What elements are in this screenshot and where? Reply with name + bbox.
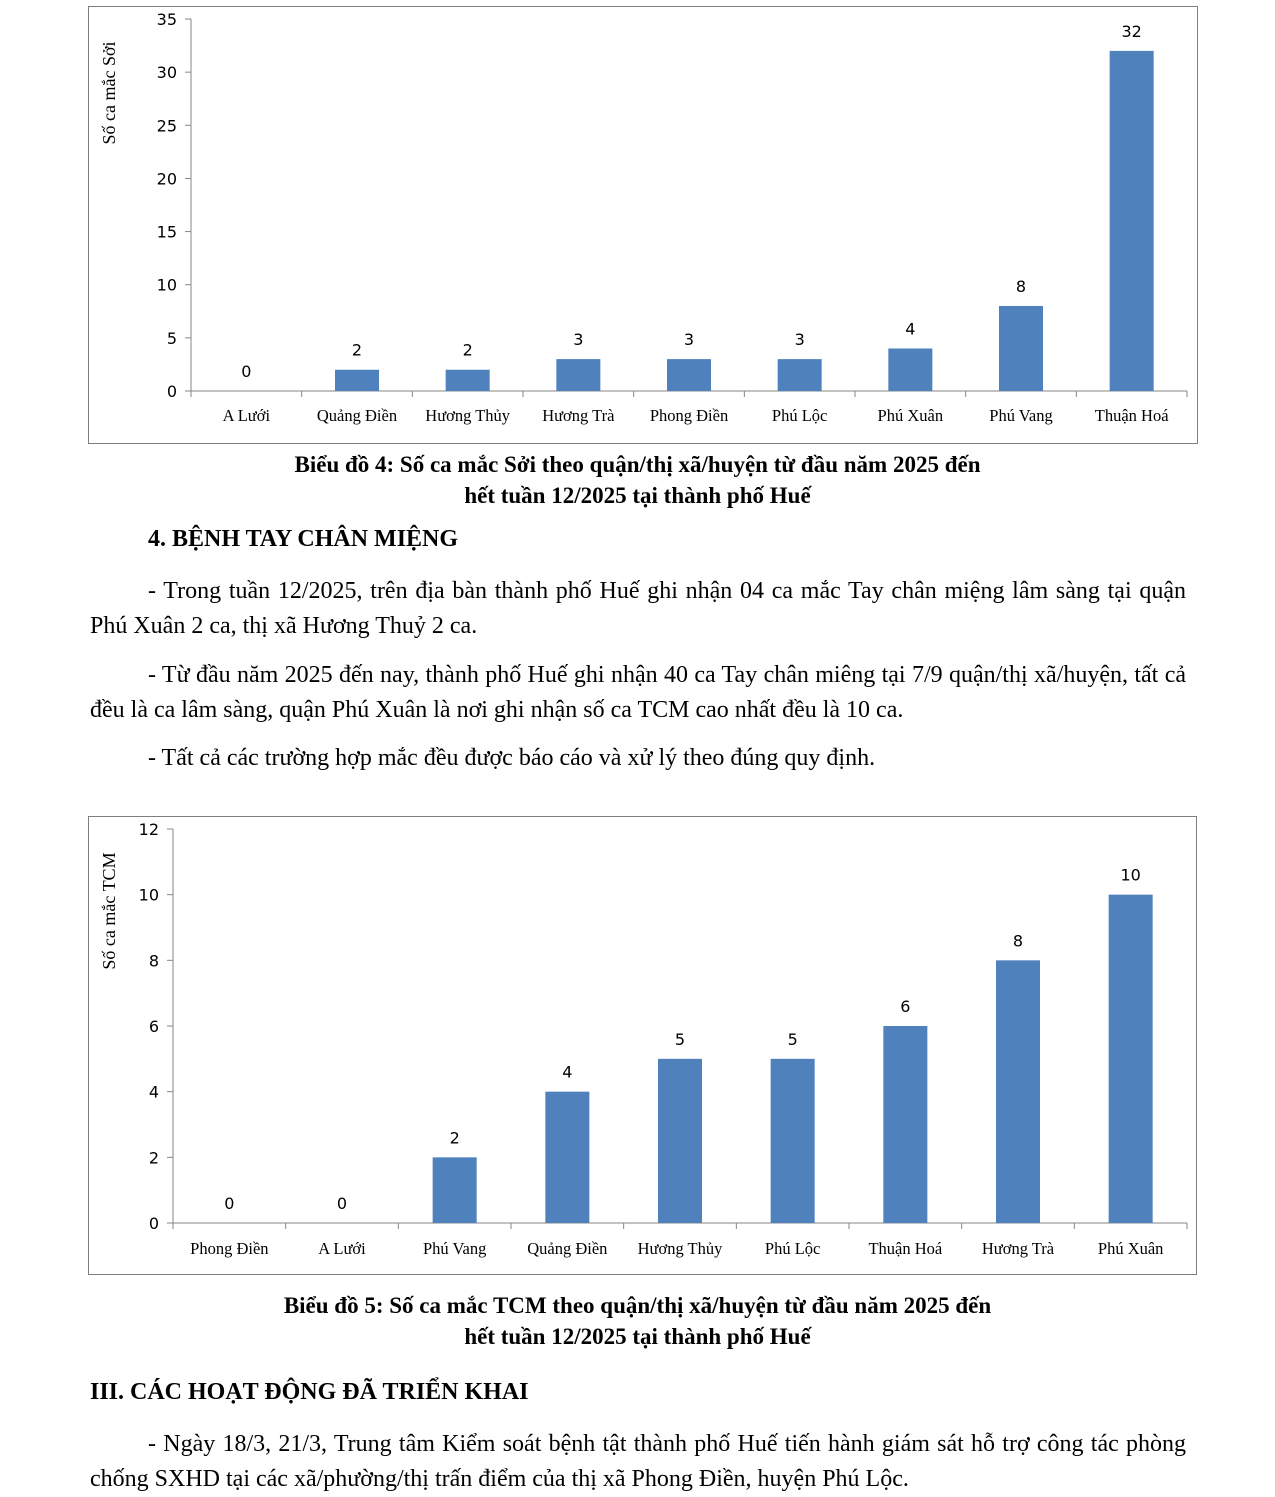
chart-5 (88, 816, 1197, 1275)
category-label: Phú Vang (989, 406, 1053, 425)
y-tick-label: 35 (156, 10, 177, 29)
section-4-paragraph-2: - Từ đầu năm 2025 đến nay, thành phố Huế ghi nhận 40 ca Tay chân miêng tại 7/9 quận/thị xã/huyện, tất cả đều là ca lâm sàng, quận Phú Xuân là nơi ghi nhận số ca TCM cao nhất đều là 10 ca. (90, 662, 1186, 723)
data-label: 2 (449, 1128, 460, 1148)
category-label: Phú Lộc (764, 1239, 821, 1258)
category-label: Thuận Hoá (1094, 406, 1169, 425)
bar (335, 370, 379, 391)
chart-5-svg (89, 817, 1196, 1274)
data-label: 2 (462, 340, 473, 360)
data-label: 4 (562, 1062, 573, 1082)
data-label: 4 (905, 319, 916, 339)
y-tick-label: 6 (148, 1017, 159, 1036)
data-label: 0 (336, 1194, 348, 1213)
bar (446, 370, 490, 391)
bar (667, 359, 711, 391)
data-label: 5 (674, 1029, 686, 1049)
y-tick-label: 0 (148, 1214, 159, 1233)
chart-5-caption-line1: Biểu đồ 5: Số ca mắc TCM theo quận/thị xã/huyện từ đầu năm 2025 đến (283, 1293, 992, 1318)
category-label: Thuận Hoá (868, 1239, 943, 1258)
y-tick-label: 30 (156, 63, 177, 83)
category-label: A Lưới (318, 1239, 366, 1258)
section-4-paragraph-3: - Tất cả các trường hợp mắc đều được báo cáo và xử lý theo đúng quy định. (148, 745, 876, 771)
chart-5-caption-line2: hết tuần 12/2025 tại thành phố Huế (464, 1324, 811, 1349)
bar (771, 1059, 815, 1223)
data-label: 0 (224, 1194, 235, 1213)
chart-4 (88, 6, 1198, 444)
data-label: 10 (1120, 865, 1141, 885)
category-label: Hương Thủy (425, 406, 511, 425)
bar (545, 1092, 589, 1223)
chart-4-svg (89, 7, 1197, 443)
bar (778, 359, 822, 391)
bar (556, 359, 600, 391)
y-tick-label: 20 (156, 169, 177, 189)
data-label: 8 (1015, 276, 1027, 296)
data-label: 5 (787, 1029, 798, 1049)
category-label: Phú Xuân (877, 406, 944, 425)
y-tick-label: 0 (166, 382, 177, 401)
bar (1109, 895, 1153, 1223)
y-tick-label: 2 (148, 1148, 159, 1168)
data-label: 32 (1121, 21, 1142, 41)
category-label: Quảng Điền (527, 1239, 608, 1258)
chart-5-caption (0, 1290, 1275, 1352)
bar (433, 1157, 477, 1223)
category-label: Phú Lộc (771, 406, 828, 425)
y-tick-label: 15 (156, 222, 177, 242)
bar (883, 1026, 927, 1223)
category-label: Phú Xuân (1097, 1239, 1164, 1258)
bar (1110, 51, 1154, 391)
data-label: 0 (241, 362, 252, 381)
data-label: 6 (900, 997, 911, 1016)
chart-4-caption-line1: Biểu đồ 4: Số ca mắc Sởi theo quận/thị xã/huyện từ đầu năm 2025 đến (294, 452, 981, 477)
data-label: 2 (351, 340, 363, 360)
data-label: 8 (1012, 931, 1024, 951)
y-tick-label: 10 (156, 275, 177, 295)
data-label: 3 (683, 330, 695, 350)
y-tick-label: 4 (148, 1082, 159, 1102)
category-label: Phong Điền (649, 406, 729, 425)
section-4-heading: 4. BỆNH TAY CHÂN MIỆNG (148, 526, 459, 552)
y-axis-title: Số ca mắc Sởi (99, 41, 119, 145)
y-tick-label: 8 (148, 951, 159, 971)
category-label: Phong Điền (190, 1239, 269, 1258)
data-label: 3 (573, 330, 584, 350)
y-tick-label: 5 (166, 328, 177, 348)
data-label: 3 (794, 330, 805, 350)
category-label: Hương Trà (981, 1239, 1055, 1258)
bar (658, 1059, 702, 1223)
chart-4-caption (0, 449, 1275, 511)
category-label: Hương Thủy (637, 1239, 723, 1258)
bar (888, 348, 932, 391)
section-3-paragraph-1: - Ngày 18/3, 21/3, Trung tâm Kiểm soát bệnh tật thành phố Huế tiến hành giám sát hỗ trợ công tác phòng chống SXHD tại các xã/phường/thị trấn điểm của thị xã Phong Điền, huyện Phú Lộc. (90, 1431, 1186, 1492)
category-label: A Lưới (222, 406, 271, 425)
y-tick-label: 12 (138, 820, 159, 839)
category-label: Phú Vang (422, 1239, 487, 1258)
chart-4-caption-line2: hết tuần 12/2025 tại thành phố Huế (464, 483, 811, 508)
section-4-paragraph-1: - Trong tuần 12/2025, trên địa bàn thành phố Huế ghi nhận 04 ca mắc Tay chân miệng lâm sàng tại quận Phú Xuân 2 ca, thị xã Hương Thuỷ 2 ca. (90, 578, 1186, 639)
y-axis-title: Số ca mắc TCM (99, 852, 119, 970)
bar (996, 960, 1040, 1223)
category-label: Quảng Điền (316, 406, 398, 425)
bar (999, 306, 1043, 391)
category-label: Hương Trà (542, 406, 615, 425)
y-tick-label: 10 (138, 885, 159, 905)
y-tick-label: 25 (156, 116, 177, 136)
section-3-heading: III. CÁC HOẠT ĐỘNG ĐÃ TRIỂN KHAI (90, 1379, 529, 1405)
